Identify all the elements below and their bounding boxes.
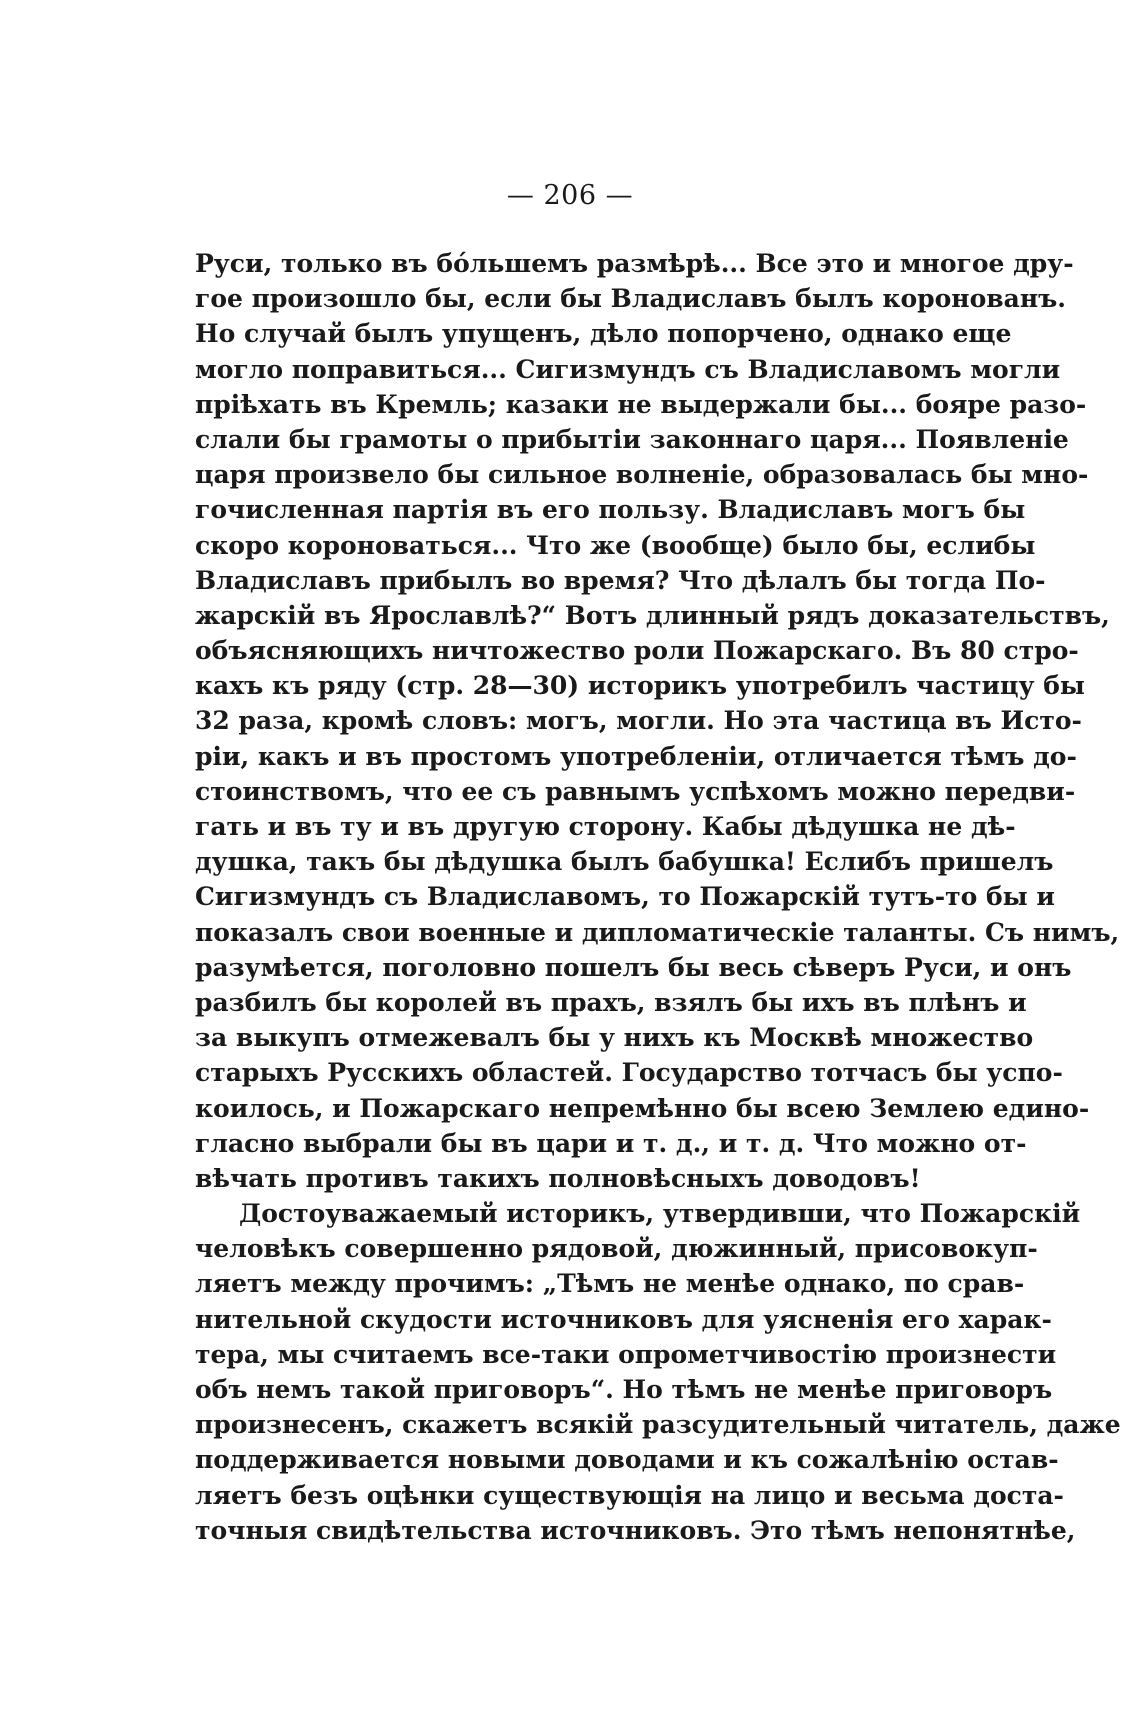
text-line: гое произошло бы, если бы Владиславъ былъ коронованъ. — [195, 284, 1066, 314]
text-line: произнесенъ, скажетъ всякій разсудительный читатель, даже — [195, 1410, 1121, 1440]
text-line: точныя свидѣтельства источниковъ. Это тѣмъ непонятнѣе, — [195, 1515, 1076, 1545]
text-line: Но случай былъ упущенъ, дѣло попорчено, однако еще — [195, 319, 1012, 349]
text-line: душка, такъ бы дѣдушка былъ бабушка! Еслибъ пришелъ — [195, 847, 1054, 877]
text-line: ляетъ между прочимъ: „Тѣмъ не менѣе однако, по срав- — [195, 1269, 1025, 1299]
text-line: нительной скудости источниковъ для уясненія его харак- — [195, 1304, 1052, 1334]
text-line: Сигизмундъ съ Владиславомъ, то Пожарскій тутъ-то бы и — [195, 882, 1055, 912]
paragraph — [195, 246, 1120, 1196]
text-line: 32 раза, кромѣ словъ: могъ, могли. Но эта частица въ Исто- — [195, 706, 1082, 736]
text-line: разбилъ бы королей въ прахъ, взялъ бы ихъ въ плѣнъ и — [195, 987, 1027, 1017]
text-line: вѣчать противъ такихъ полновѣсныхъ доводовъ! — [195, 1163, 921, 1193]
text-line: показалъ свои военные и дипломатическіе таланты. Съ нимъ, — [195, 917, 1120, 947]
text-line: человѣкъ совершенно рядовой, дюжинный, присовокуп- — [195, 1234, 1038, 1264]
text-line: разумѣется, поголовно пошелъ бы весь сѣверъ Руси, и онъ — [195, 952, 1072, 982]
text-line: гать и въ ту и въ другую сторону. Кабы дѣдушка не дѣ- — [195, 812, 1016, 841]
body-text — [195, 246, 1121, 1548]
text-line: коилось, и Пожарскаго непремѣнно бы всею Землею едино- — [195, 1093, 1090, 1123]
text-line: Владиславъ прибылъ во время? Что дѣлалъ бы тогда По- — [195, 565, 1046, 595]
text-line: могло поправиться... Сигизмундъ съ Владиславомъ могли — [195, 354, 1061, 384]
text-line: ріи, какъ и въ простомъ употребленіи, отличается тѣмъ до- — [195, 741, 1077, 771]
text-line: объясняющихъ ничтожество роли Пожарскаго. Въ 80 стро- — [195, 636, 1079, 666]
text-line: ляетъ безъ оцѣнки существующія на лицо и весьма доста- — [195, 1480, 1064, 1510]
text-line: гочисленная партія въ его пользу. Владиславъ могъ бы — [195, 495, 1026, 525]
text-line: объ немъ такой приговоръ“. Но тѣмъ не менѣе приговоръ — [195, 1375, 1053, 1404]
text-line: кахъ къ ряду (стр. 28—30) историкъ употребилъ частицу бы — [195, 671, 1085, 701]
text-line: пріѣхать въ Кремль; казаки не выдержали бы... бояре разо- — [195, 389, 1087, 419]
text-line: старыхъ Русскихъ областей. Государство тотчасъ бы успо- — [195, 1058, 1063, 1088]
text-line: Достоуважаемый историкъ, утвердивши, что Пожарскій — [239, 1199, 1081, 1229]
page-number: — 206 — — [506, 180, 634, 211]
text-line: Руси, только въ бóльшемъ размѣрѣ... Все это и многое дру- — [195, 249, 1074, 278]
text-line: стоинствомъ, что ее съ равнымъ успѣхомъ можно передви- — [195, 776, 1076, 806]
text-line: поддерживается новыми доводами и къ сожалѣнію остав- — [195, 1445, 1059, 1475]
text-line: скоро короноваться... Что же (вообще) было бы, еслибы — [195, 530, 1036, 560]
text-line: за выкупъ отмежевалъ бы у нихъ къ Москвѣ множество — [195, 1023, 1034, 1053]
text-line: слали бы грамоты о прибытіи законнаго царя... Появленіе — [195, 424, 1069, 454]
text-line: тера, мы считаемъ все-таки опрометчивостію произнести — [195, 1339, 1057, 1369]
text-line: жарскій въ Ярославлѣ?“ Вотъ длинный рядъ доказательствъ, — [195, 600, 1110, 630]
text-line: царя произвело бы сильное волненіе, образовалась бы мно- — [195, 460, 1089, 490]
text-line: гласно выбрали бы въ цари и т. д., и т. д. Что можно от- — [195, 1128, 1027, 1158]
paragraph — [195, 1196, 1121, 1548]
